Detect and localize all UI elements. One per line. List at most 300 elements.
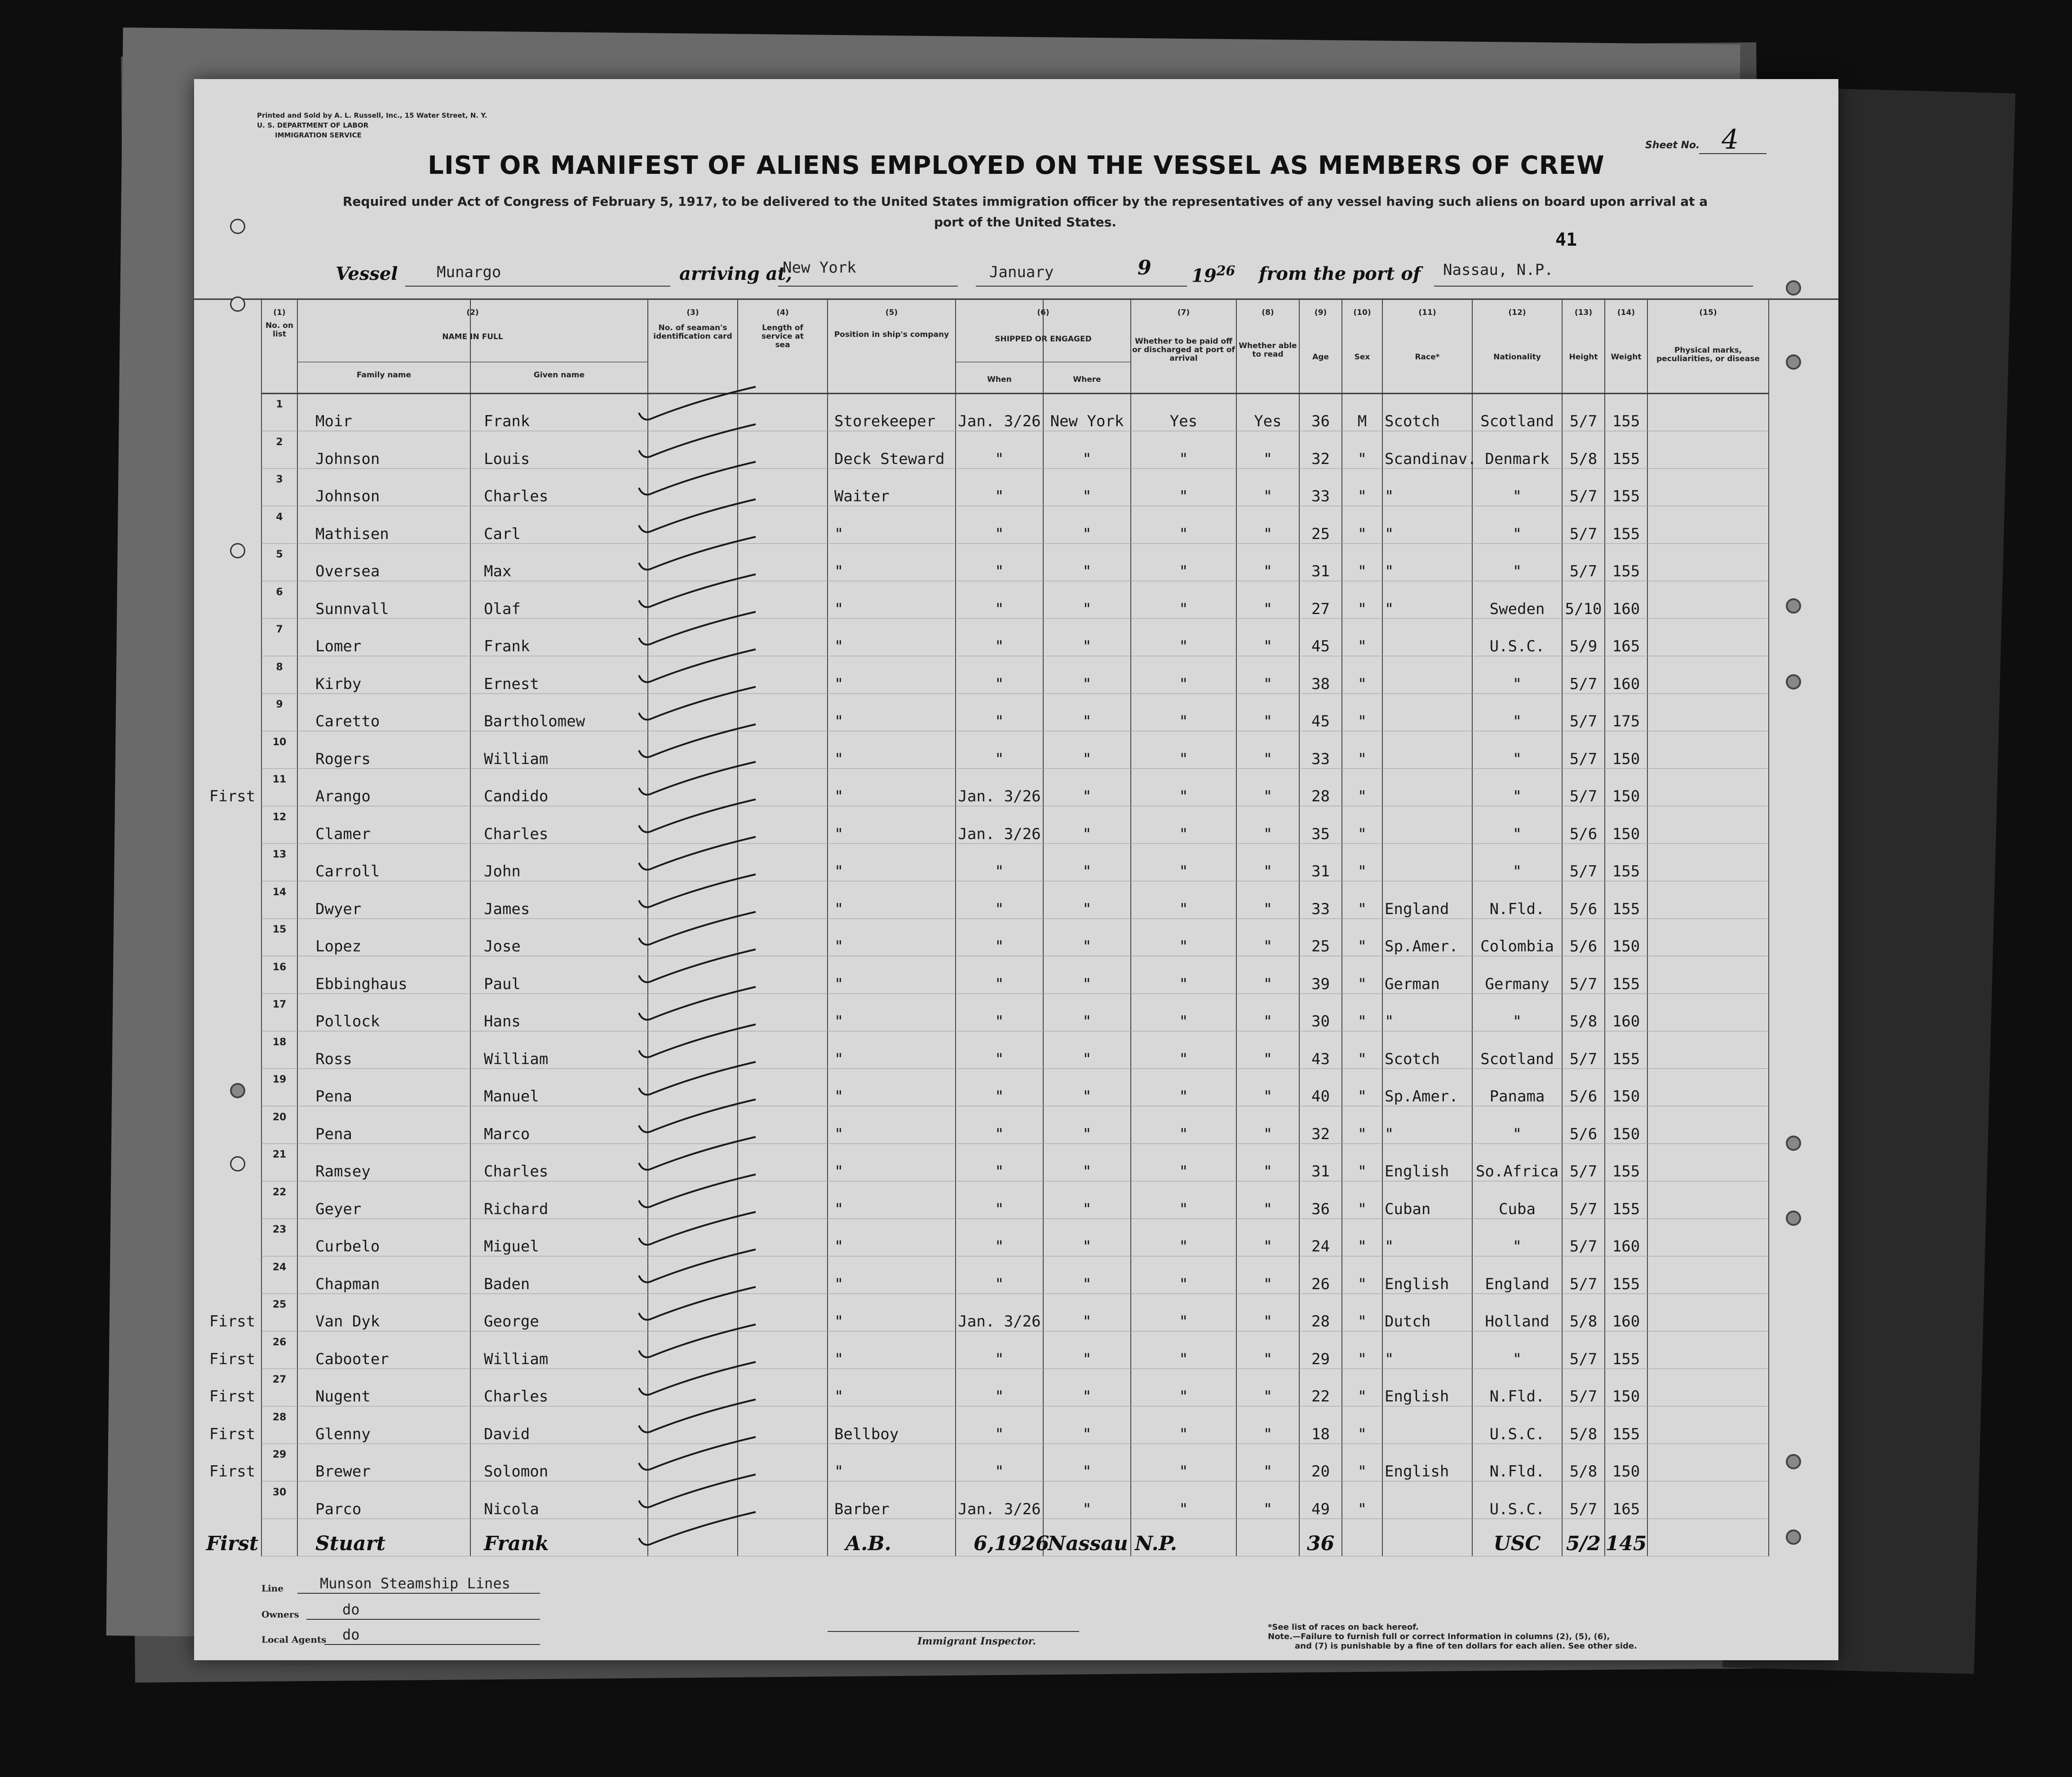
row-number: 15: [272, 924, 287, 935]
paid-off: ": [1179, 1275, 1188, 1293]
shipped-where: ": [1082, 937, 1092, 955]
nationality: ": [1512, 1350, 1522, 1368]
punch-hole: [1786, 1529, 1801, 1545]
height: 5/7: [1569, 1500, 1598, 1518]
position: ": [834, 862, 844, 880]
col-8-number: (8): [1262, 308, 1274, 317]
race: English: [1385, 1388, 1449, 1406]
family-name: Johnson: [315, 450, 380, 468]
col-1-number: (1): [273, 308, 286, 317]
shipped-where: ": [1082, 712, 1092, 730]
nationality: So.Africa: [1475, 1163, 1559, 1180]
position: ": [834, 1350, 844, 1368]
extra-given-name: Frank: [484, 1532, 549, 1555]
row-number: 6: [276, 586, 283, 598]
inspector-label: Immigrant Inspector.: [917, 1636, 1036, 1647]
family-name: Clamer: [315, 825, 371, 843]
shipped-where: ": [1082, 637, 1092, 655]
nationality: N.Fld.: [1489, 1388, 1545, 1406]
height: 5/7: [1569, 1275, 1598, 1293]
height: 5/7: [1569, 487, 1598, 505]
col-13-header: Height: [1569, 353, 1598, 362]
age: 38: [1311, 675, 1330, 693]
col-2b-header: Given name: [533, 371, 585, 380]
nationality: ": [1512, 787, 1522, 805]
sheet-number: 4: [1722, 124, 1739, 155]
sex: ": [1357, 937, 1367, 955]
able-to-read: ": [1263, 1050, 1273, 1068]
weight: 150: [1612, 1463, 1640, 1481]
weight: 155: [1612, 450, 1640, 468]
age: 35: [1311, 825, 1330, 843]
family-name: Lopez: [315, 937, 362, 955]
vessel-label: Vessel: [336, 263, 398, 284]
row-note: First: [209, 787, 256, 805]
paid-off: ": [1179, 787, 1188, 805]
paid-off: ": [1179, 1500, 1188, 1518]
row-number: 29: [272, 1449, 287, 1460]
punch-hole: [230, 296, 245, 312]
height: 5/6: [1569, 1125, 1598, 1143]
weight: 150: [1612, 825, 1640, 843]
col-6b-header: Where: [1073, 375, 1101, 384]
col-6a-header: When: [987, 375, 1012, 384]
page-title: LIST OR MANIFEST OF ALIENS EMPLOYED ON THE VESSEL AS MEMBERS OF CREW: [428, 151, 1605, 180]
position: ": [834, 787, 844, 805]
weight: 155: [1612, 975, 1640, 993]
paid-off: ": [1179, 1125, 1188, 1143]
height: 5/7: [1569, 1163, 1598, 1180]
race: ": [1385, 1012, 1394, 1030]
row-number: 12: [272, 811, 287, 823]
punch-hole: [1786, 1454, 1801, 1469]
paid-off: ": [1179, 600, 1188, 618]
printer-line: Printed and Sold by A. L. Russell, Inc., 15 Water Street, N. Y.: [257, 111, 487, 119]
sex: ": [1357, 1425, 1367, 1443]
col-10-number: (10): [1353, 308, 1371, 317]
age: 26: [1311, 1275, 1330, 1293]
race: Sp.Amer.: [1385, 1087, 1458, 1105]
sex: ": [1357, 1275, 1367, 1293]
punch-hole: [1786, 1211, 1801, 1226]
age: 40: [1311, 1087, 1330, 1105]
family-name: Curbelo: [315, 1238, 380, 1255]
age: 33: [1311, 900, 1330, 918]
col-7-number: (7): [1177, 308, 1190, 317]
shipped-when: ": [995, 1050, 1004, 1068]
shipped-where: ": [1082, 1275, 1092, 1293]
weight: 150: [1612, 1125, 1640, 1143]
able-to-read: ": [1263, 750, 1273, 768]
able-to-read: ": [1263, 1238, 1273, 1255]
shipped-when: Jan. 3/26: [958, 412, 1041, 430]
family-name: Brewer: [315, 1463, 371, 1481]
row-number: 30: [272, 1486, 287, 1498]
height: 5/7: [1569, 1350, 1598, 1368]
paid-off: ": [1179, 1238, 1188, 1255]
punch-hole: [1786, 674, 1801, 690]
paid-off: ": [1179, 1050, 1188, 1068]
position: ": [834, 1275, 844, 1293]
race: ": [1385, 562, 1394, 580]
extra-weight: 145: [1605, 1532, 1647, 1555]
given-name: Miguel: [484, 1238, 539, 1255]
sex: ": [1357, 1163, 1367, 1180]
row-number: 25: [272, 1299, 287, 1310]
given-name: Manuel: [484, 1087, 539, 1105]
position: Deck Steward: [834, 450, 945, 468]
height: 5/7: [1569, 975, 1598, 993]
owners-underline: [306, 1619, 540, 1620]
family-name: Ramsey: [315, 1163, 371, 1180]
nationality: N.Fld.: [1489, 900, 1545, 918]
shipped-when: ": [995, 525, 1004, 543]
position: ": [834, 1238, 844, 1255]
shipped-where: ": [1082, 900, 1092, 918]
col-13-number: (13): [1574, 308, 1593, 317]
extra-position: A.B.: [846, 1532, 891, 1555]
col-12-number: (12): [1508, 308, 1526, 317]
nationality: Scotland: [1480, 1050, 1554, 1068]
height: 5/6: [1569, 1087, 1598, 1105]
sex: ": [1357, 1350, 1367, 1368]
given-name: Solomon: [484, 1463, 549, 1481]
family-name: Van Dyk: [315, 1313, 380, 1331]
shipped-when: ": [995, 1200, 1004, 1218]
age: 29: [1311, 1350, 1330, 1368]
shipped-where: ": [1082, 487, 1092, 505]
able-to-read: ": [1263, 450, 1273, 468]
race: Cuban: [1385, 1200, 1431, 1218]
age: 49: [1311, 1500, 1330, 1518]
height: 5/8: [1569, 1313, 1598, 1331]
col-15-number: (15): [1699, 308, 1717, 317]
nationality: U.S.C.: [1489, 1425, 1545, 1443]
weight: 155: [1612, 1163, 1640, 1180]
given-name: Jose: [484, 937, 521, 955]
given-name: Hans: [484, 1012, 521, 1030]
punch-hole: [230, 543, 245, 558]
race: Scotch: [1385, 412, 1440, 430]
shipped-where: ": [1082, 1350, 1092, 1368]
age: 20: [1311, 1463, 1330, 1481]
height: 5/8: [1569, 1463, 1598, 1481]
paid-off: ": [1179, 1388, 1188, 1406]
shipped-when: ": [995, 1275, 1004, 1293]
shipped-where: ": [1082, 825, 1092, 843]
given-name: Candido: [484, 787, 549, 805]
row-number: 10: [272, 736, 287, 748]
shipped-where: ": [1082, 1200, 1092, 1218]
height: 5/6: [1569, 825, 1598, 843]
able-to-read: ": [1263, 1388, 1273, 1406]
race: ": [1385, 525, 1394, 543]
shipped-when: ": [995, 975, 1004, 993]
nationality: England: [1485, 1275, 1550, 1293]
nationality: Germany: [1485, 975, 1550, 993]
paid-off: ": [1179, 1463, 1188, 1481]
row-number: 11: [272, 774, 287, 785]
paid-off: ": [1179, 637, 1188, 655]
nationality: U.S.C.: [1489, 1500, 1545, 1518]
age: 28: [1311, 787, 1330, 805]
given-name: Bartholomew: [484, 712, 585, 730]
family-name: Dwyer: [315, 900, 362, 918]
nationality: ": [1512, 1012, 1522, 1030]
extra-height: 5/2: [1566, 1532, 1601, 1555]
shipped-when: ": [995, 1163, 1004, 1180]
sex: ": [1357, 487, 1367, 505]
paid-off: ": [1179, 862, 1188, 880]
weight: 155: [1612, 1275, 1640, 1293]
family-name: Nugent: [315, 1388, 371, 1406]
row-number: 4: [276, 511, 283, 523]
inspector-signature-line: [828, 1631, 1079, 1632]
shipped-where: ": [1082, 450, 1092, 468]
race: ": [1385, 600, 1394, 618]
given-name: Charles: [484, 1388, 549, 1406]
sex: ": [1357, 1125, 1367, 1143]
row-number: 20: [272, 1111, 287, 1123]
family-name: Johnson: [315, 487, 380, 505]
position: ": [834, 1012, 844, 1030]
weight: 150: [1612, 787, 1640, 805]
age: 24: [1311, 1238, 1330, 1255]
age: 25: [1311, 937, 1330, 955]
position: ": [834, 1125, 844, 1143]
family-name: Oversea: [315, 562, 380, 580]
position: ": [834, 1163, 844, 1180]
nationality: ": [1512, 862, 1522, 880]
agents-underline: [324, 1644, 540, 1645]
line-label: Line: [261, 1583, 283, 1594]
agents-value: do: [342, 1626, 360, 1643]
shipped-where: ": [1082, 787, 1092, 805]
given-name: Nicola: [484, 1500, 539, 1518]
able-to-read: ": [1263, 1425, 1273, 1443]
punch-hole: [1786, 598, 1801, 614]
shipped-when: ": [995, 675, 1004, 693]
weight: 165: [1612, 637, 1640, 655]
sex: ": [1357, 750, 1367, 768]
weight: 155: [1612, 562, 1640, 580]
shipped-where: New York: [1050, 412, 1124, 430]
position: ": [834, 975, 844, 993]
given-name: Ernest: [484, 675, 539, 693]
footnote-line: Note.—Failure to furnish full or correct Information in columns (2), (5), (6),: [1268, 1632, 1610, 1641]
weight: 155: [1612, 487, 1640, 505]
col-11-number: (11): [1418, 308, 1436, 317]
sex: ": [1357, 1050, 1367, 1068]
position: ": [834, 712, 844, 730]
shipped-when: Jan. 3/26: [958, 1500, 1041, 1518]
height: 5/7: [1569, 1200, 1598, 1218]
row-number: 28: [272, 1411, 287, 1423]
able-to-read: ": [1263, 1163, 1273, 1180]
nationality: ": [1512, 675, 1522, 693]
height: 5/7: [1569, 525, 1598, 543]
footnote-line: and (7) is punishable by a fine of ten dollars for each alien. See other side.: [1295, 1641, 1637, 1651]
nationality: ": [1512, 1238, 1522, 1255]
race: ": [1385, 1238, 1394, 1255]
shipped-when: ": [995, 600, 1004, 618]
sex: ": [1357, 1087, 1367, 1105]
position: ": [834, 1050, 844, 1068]
sex: ": [1357, 787, 1367, 805]
given-name: James: [484, 900, 530, 918]
position: Waiter: [834, 487, 890, 505]
height: 5/6: [1569, 900, 1598, 918]
row-number: 16: [272, 961, 287, 973]
age: 30: [1311, 1012, 1330, 1030]
shipped-where: ": [1082, 1125, 1092, 1143]
footnote-races: *See list of races on back hereof.: [1268, 1622, 1419, 1632]
given-name: John: [484, 862, 521, 880]
race: English: [1385, 1163, 1449, 1180]
race: ": [1385, 1350, 1394, 1368]
paid-off: ": [1179, 450, 1188, 468]
given-name: William: [484, 750, 549, 768]
shipped-where: ": [1082, 525, 1092, 543]
height: 5/7: [1569, 750, 1598, 768]
weight: 155: [1612, 862, 1640, 880]
position: ": [834, 1200, 844, 1218]
shipped-when: ": [995, 1425, 1004, 1443]
family-name: Ebbinghaus: [315, 975, 407, 993]
row-number: 13: [272, 849, 287, 860]
row-number: 26: [272, 1336, 287, 1348]
shipped-when: ": [995, 712, 1004, 730]
col-14-number: (14): [1617, 308, 1635, 317]
paid-off: ": [1179, 1087, 1188, 1105]
arrival-day: 9: [1138, 256, 1151, 279]
shipped-where: ": [1082, 1313, 1092, 1331]
age: 39: [1311, 975, 1330, 993]
position: ": [834, 750, 844, 768]
age: 33: [1311, 750, 1330, 768]
weight: 165: [1612, 1500, 1640, 1518]
able-to-read: ": [1263, 825, 1273, 843]
sex: ": [1357, 562, 1367, 580]
row-note: First: [209, 1388, 256, 1406]
shipped-when: ": [995, 450, 1004, 468]
punch-hole: [1786, 280, 1801, 296]
sex: ": [1357, 1313, 1367, 1331]
sex: ": [1357, 637, 1367, 655]
shipped-when: ": [995, 1388, 1004, 1406]
position: Bellboy: [834, 1425, 899, 1443]
shipped-when: ": [995, 1125, 1004, 1143]
position: Barber: [834, 1500, 890, 1518]
vessel-name: Munargo: [437, 263, 501, 281]
shipped-when: Jan. 3/26: [958, 787, 1041, 805]
given-name: Frank: [484, 412, 530, 430]
position: ": [834, 525, 844, 543]
family-name: Pena: [315, 1125, 352, 1143]
row-number: 21: [272, 1149, 287, 1160]
race: English: [1385, 1463, 1449, 1481]
shipped-when: ": [995, 750, 1004, 768]
height: 5/7: [1569, 1050, 1598, 1068]
nationality: Panama: [1489, 1087, 1545, 1105]
age: 32: [1311, 1125, 1330, 1143]
sex: ": [1357, 600, 1367, 618]
position: ": [834, 900, 844, 918]
position: ": [834, 1388, 844, 1406]
paid-off: ": [1179, 1163, 1188, 1180]
paid-off: ": [1179, 1425, 1188, 1443]
extra-age: 36: [1306, 1532, 1335, 1555]
nationality: ": [1512, 750, 1522, 768]
row-note: First: [209, 1425, 256, 1443]
line-value: Munson Steamship Lines: [320, 1575, 510, 1592]
family-name: Carroll: [315, 862, 380, 880]
shipped-where: ": [1082, 1463, 1092, 1481]
able-to-read: ": [1263, 712, 1273, 730]
weight: 160: [1612, 675, 1640, 693]
able-to-read: ": [1263, 562, 1273, 580]
position: ": [834, 637, 844, 655]
height: 5/8: [1569, 450, 1598, 468]
sex: ": [1357, 1012, 1367, 1030]
height: 5/8: [1569, 1425, 1598, 1443]
row-number: 24: [272, 1261, 287, 1273]
paid-off: Yes: [1169, 412, 1198, 430]
paid-off: ": [1179, 562, 1188, 580]
arriving-label: arriving at,: [679, 263, 792, 284]
height: 5/6: [1569, 937, 1598, 955]
paid-off: ": [1179, 1200, 1188, 1218]
position: ": [834, 675, 844, 693]
subtitle-line: port of the United States.: [934, 215, 1116, 230]
given-name: Louis: [484, 450, 530, 468]
given-name: Marco: [484, 1125, 530, 1143]
sex: ": [1357, 450, 1367, 468]
able-to-read: ": [1263, 487, 1273, 505]
shipped-when: ": [995, 1350, 1004, 1368]
height: 5/10: [1565, 600, 1602, 618]
row-number: 8: [276, 661, 283, 673]
age: 43: [1311, 1050, 1330, 1068]
shipped-when: ": [995, 1087, 1004, 1105]
given-name: William: [484, 1050, 549, 1068]
paid-off: ": [1179, 525, 1188, 543]
shipped-where: ": [1082, 1012, 1092, 1030]
shipped-where: ": [1082, 1163, 1092, 1180]
col-7-header: Whether to be paid off or discharged at port of arrival: [1132, 337, 1235, 363]
weight: 155: [1612, 412, 1640, 430]
paid-off: ": [1179, 1350, 1188, 1368]
given-name: Charles: [484, 825, 549, 843]
position: ": [834, 825, 844, 843]
paid-off: ": [1179, 937, 1188, 955]
able-to-read: ": [1263, 525, 1273, 543]
height: 5/8: [1569, 1012, 1598, 1030]
nationality: ": [1512, 525, 1522, 543]
sex: ": [1357, 1200, 1367, 1218]
nationality: Denmark: [1485, 450, 1550, 468]
row-number: 19: [272, 1074, 287, 1085]
department-line: U. S. DEPARTMENT OF LABOR: [257, 121, 369, 129]
able-to-read: ": [1263, 787, 1273, 805]
sex: ": [1357, 712, 1367, 730]
able-to-read: ": [1263, 675, 1273, 693]
family-name: Mathisen: [315, 525, 389, 543]
col-6-number: (6): [1037, 308, 1049, 317]
height: 5/7: [1569, 712, 1598, 730]
paid-off: ": [1179, 1313, 1188, 1331]
given-name: Olaf: [484, 600, 521, 618]
